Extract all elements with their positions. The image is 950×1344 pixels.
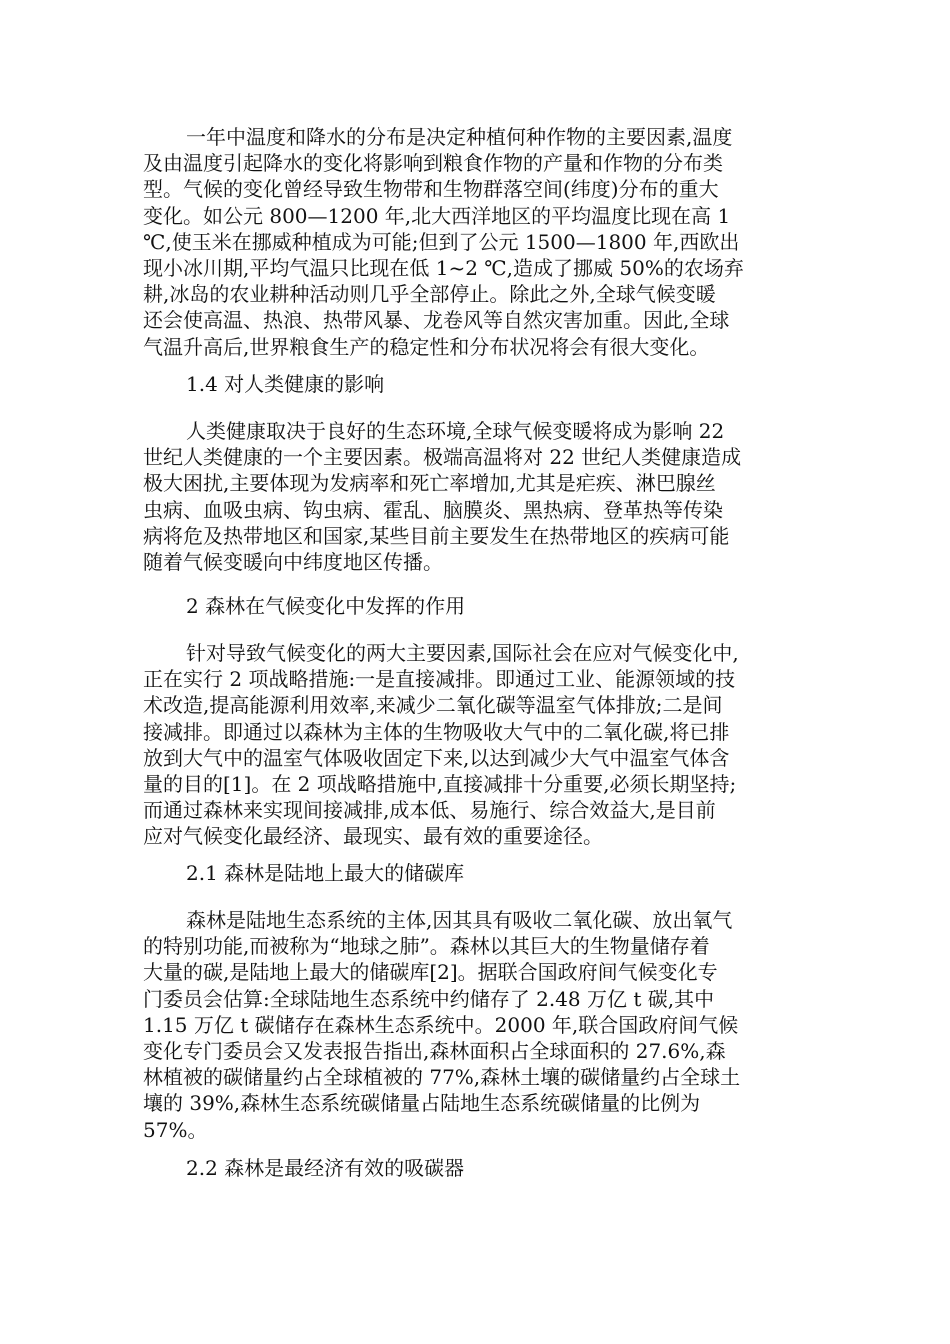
section-heading-forest-role: 2 森林在气候变化中发挥的作用 [186, 594, 466, 618]
text-line: 应对气候变化最经济、最现实、最有效的重要途径。 [143, 824, 603, 849]
text-line: 的特别功能,而被称为“地球之肺”。森林以其巨大的生物量储存着 [143, 934, 710, 959]
text-line: 森林是陆地生态系统的主体,因其具有吸收二氧化碳、放出氧气 [186, 908, 733, 932]
text-line: 壤的 39%,森林生态系统碳储量占陆地生态系统碳储量的比例为 [143, 1091, 701, 1116]
text-line: 1.15 万亿 t 碳储存在森林生态系统中。2000 年,联合国政府间气候 [143, 1012, 739, 1037]
text-line: 世纪人类健康的一个主要因素。极端高温将对 22 世纪人类健康造成 [143, 445, 742, 470]
text-line: 现小冰川期,平均气温只比现在低 1~2 ℃,造成了挪威 50%的农场弃 [143, 255, 744, 280]
text-line: 耕,冰岛的农业耕种活动则几乎全部停止。除此之外,全球气候变暖 [143, 282, 716, 307]
text-line: 气温升高后,世界粮食生产的稳定性和分布状况将会有很大变化。 [143, 334, 710, 359]
paragraph-crop-climate [143, 124, 805, 360]
text-line: 人类健康取决于良好的生态环境,全球气候变暖将成为影响 22 [186, 419, 725, 443]
paragraph-strategies [143, 640, 805, 850]
text-line: 量的目的[1]。在 2 项战略措施中,直接减排十分重要,必须长期坚持; [143, 771, 737, 796]
text-line: 型。气候的变化曾经导致生物带和生物群落空间(纬度)分布的重大 [143, 177, 719, 202]
text-line: 而通过森林来实现间接减排,成本低、易施行、综合效益大,是目前 [143, 798, 716, 823]
text-line: 随着气候变暖向中纬度地区传播。 [143, 549, 443, 574]
section-heading-carbon-sink: 2.2 森林是最经济有效的吸碳器 [186, 1156, 465, 1180]
text-line: 及由温度引起降水的变化将影响到粮食作物的产量和作物的分布类 [143, 151, 723, 176]
text-line: 极大困扰,主要体现为发病率和死亡率增加,尤其是疟疾、淋巴腺丝 [143, 471, 716, 496]
paragraph-health [143, 418, 805, 575]
text-line: 一年中温度和降水的分布是决定种植何种作物的主要因素,温度 [186, 125, 733, 149]
text-line: 变化。如公元 800—1200 年,北大西洋地区的平均温度比现在高 1 [143, 203, 731, 228]
text-line: 变化专门委员会又发表报告指出,森林面积占全球面积的 27.6%,森 [143, 1038, 726, 1063]
text-line: 放到大气中的温室气体吸收固定下来,以达到减少大气中温室气体含 [143, 745, 730, 770]
text-line: 虫病、血吸虫病、钩虫病、霍乱、脑膜炎、黑热病、登革热等传染 [143, 497, 723, 522]
text-line: ℃,使玉米在挪威种植成为可能;但到了公元 1500—1800 年,西欧出 [143, 229, 740, 254]
text-line: 57%。 [143, 1117, 208, 1142]
text-line: 门委员会估算:全球陆地生态系统中约储存了 2.48 万亿 t 碳,其中 [143, 986, 715, 1011]
paragraph-carbon-store [143, 907, 805, 1143]
text-line: 大量的碳,是陆地上最大的储碳库[2]。据联合国政府间气候变化专 [143, 960, 718, 985]
section-heading-health: 1.4 对人类健康的影响 [186, 372, 385, 396]
text-line: 接减排。即通过以森林为主体的生物吸收大气中的二氧化碳,将已排 [143, 719, 730, 744]
text-line: 林植被的碳储量约占全球植被的 77%,森林土壤的碳储量约占全球土 [143, 1065, 741, 1090]
text-line: 病将危及热带地区和国家,某些目前主要发生在热带地区的疾病可能 [143, 523, 730, 548]
section-heading-carbon-store: 2.1 森林是陆地上最大的储碳库 [186, 861, 465, 885]
text-line: 术改造,提高能源利用效率,来减少二氧化碳等温室气体排放;二是间 [143, 693, 723, 718]
text-line: 针对导致气候变化的两大主要因素,国际社会在应对气候变化中, [186, 641, 739, 665]
text-line: 还会使高温、热浪、热带风暴、龙卷风等自然灾害加重。因此,全球 [143, 308, 730, 333]
text-line: 正在实行 2 项战略措施:一是直接减排。即通过工业、能源领域的技 [143, 667, 736, 692]
